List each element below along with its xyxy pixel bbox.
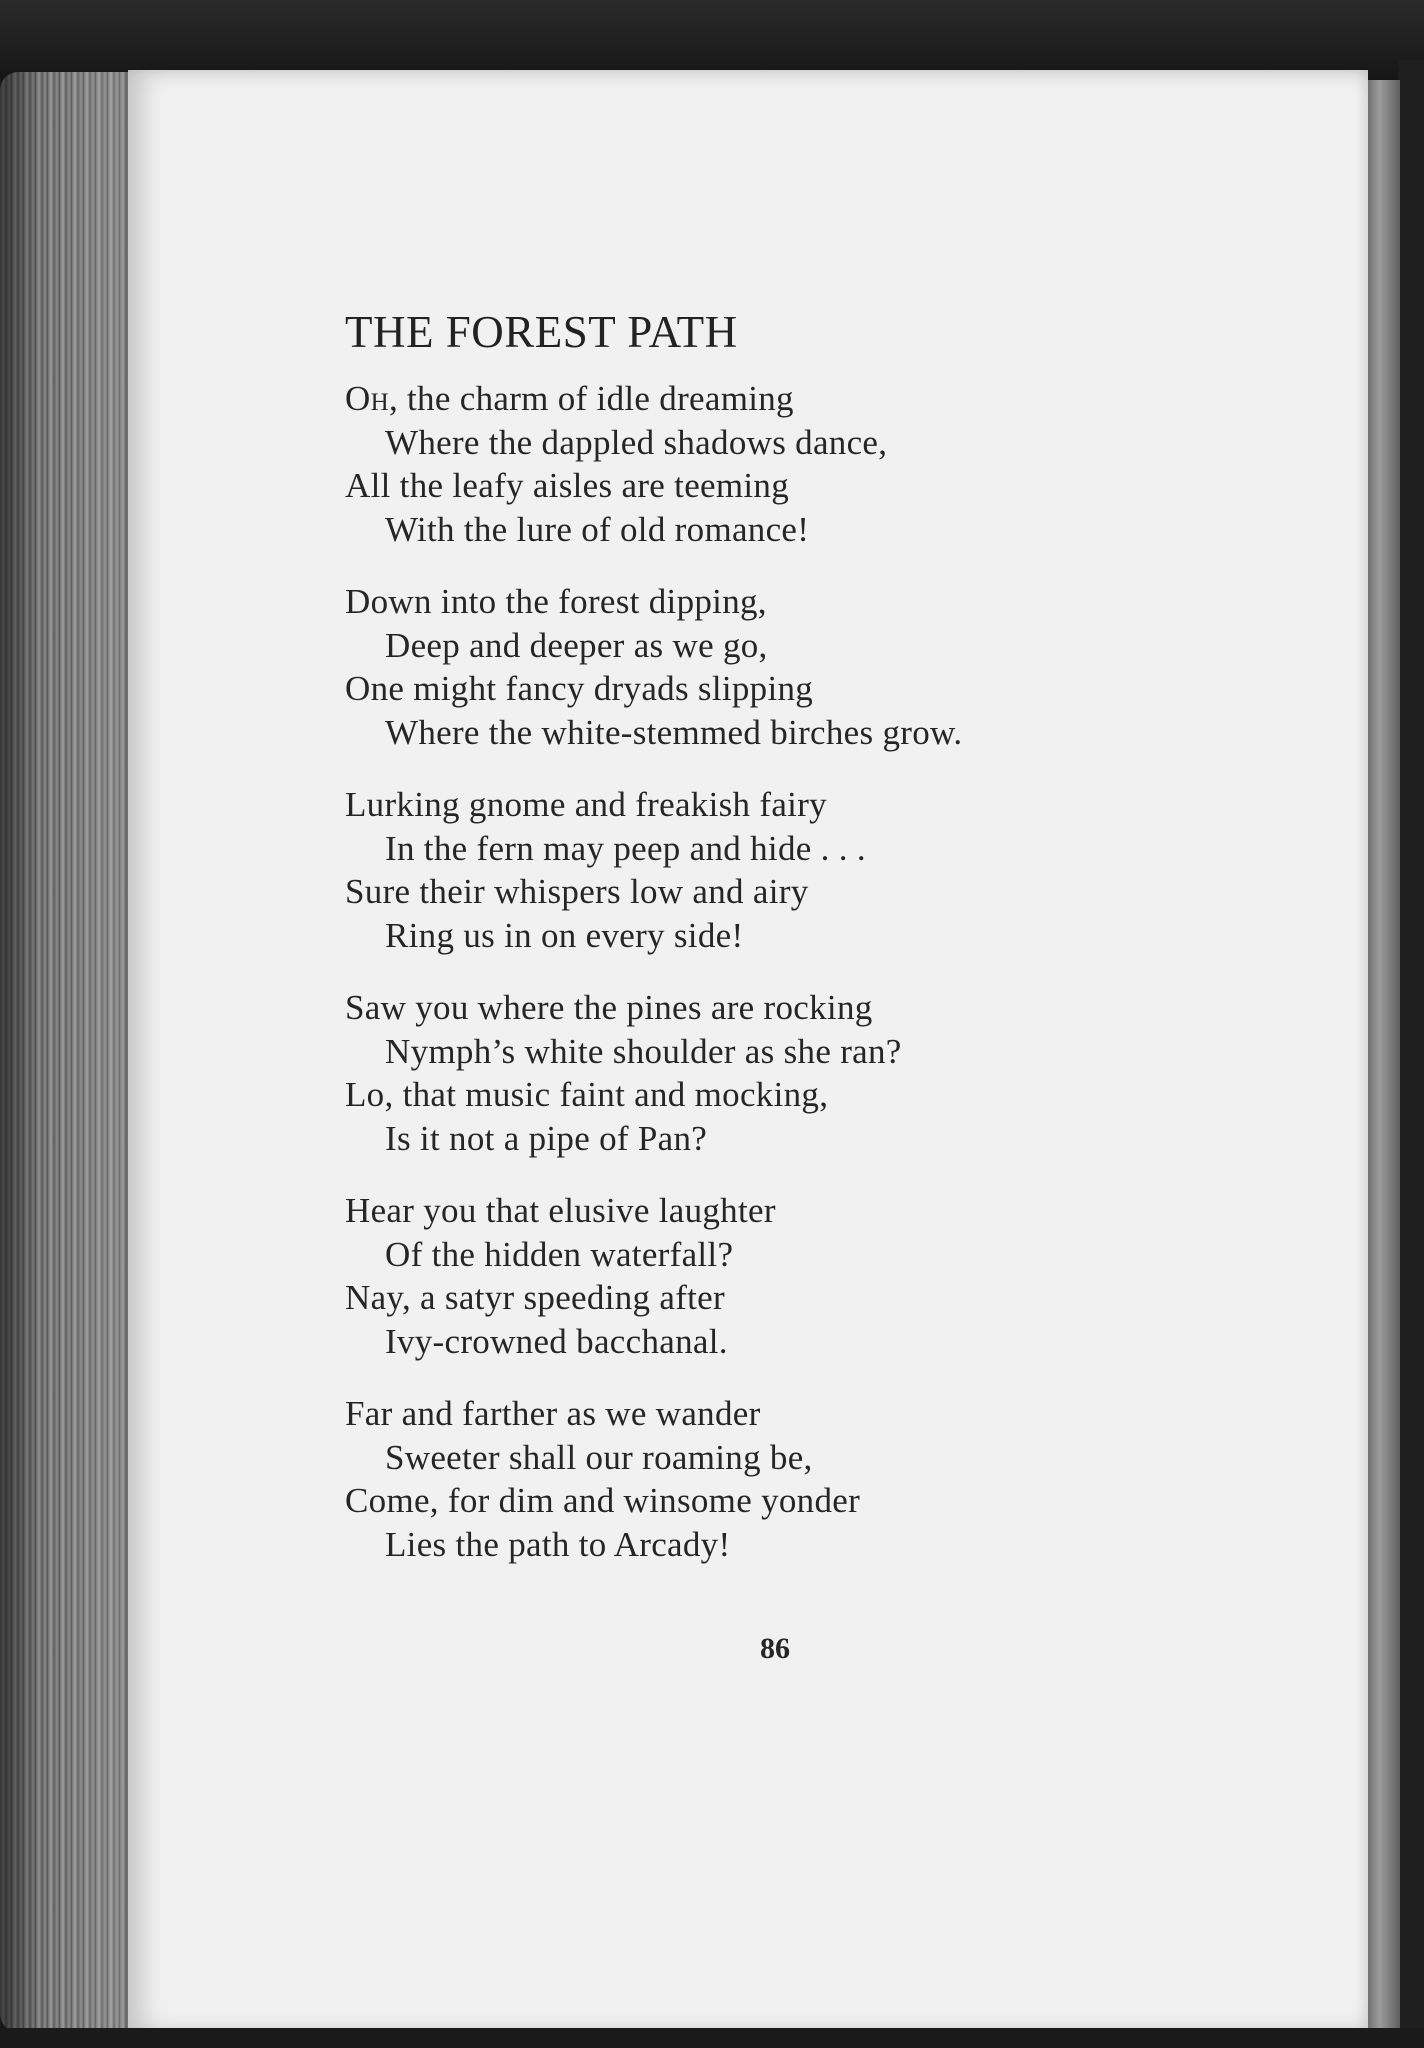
page-number: 86 [760,1632,790,1665]
poem-line-1-2: Where the dappled shadows dance, [385,423,888,462]
poem-line-2-4: Where the white-stemmed birches grow. [385,713,963,752]
poem-line-3-3: Sure their whispers low and airy [345,872,809,911]
poem-line-1-3: All the leafy aisles are teeming [345,466,790,505]
poem-line-4-2: Nymph’s white shoulder as she ran? [385,1032,902,1071]
poem-line-5-3: Nay, a satyr speeding after [345,1278,725,1317]
scan-bottom-border [0,2028,1424,2048]
poem-line-5-4: Ivy-crowned bacchanal. [385,1322,728,1361]
poem-line-6-4: Lies the path to Arcady! [385,1525,731,1564]
poem-line-6-3: Come, for dim and winsome yonder [345,1481,861,1520]
poem-title: THE FOREST PATH [345,307,738,357]
poem-line-3-4: Ring us in on every side! [385,916,744,955]
poem-first-word: Oh [345,379,389,418]
poem-line-4-1: Saw you where the pines are rocking [345,988,873,1027]
scan-top-border [0,0,1424,80]
poem-line-3-2: In the fern may peep and hide . . . [385,829,866,868]
poem-line-4-3: Lo, that music faint and mocking, [345,1075,829,1114]
poem-line-3-1: Lurking gnome and freakish fairy [345,785,827,824]
poem-line-6-2: Sweeter shall our roaming be, [385,1438,813,1477]
poem-line-1-4: With the lure of old romance! [385,510,810,549]
poem-line-5-1: Hear you that elusive laughter [345,1191,776,1230]
book-page-edges-left [0,72,140,2032]
poem-line-5-2: Of the hidden waterfall? [385,1235,734,1274]
poem-line-6-1: Far and farther as we wander [345,1394,761,1433]
poem-line-4-4: Is it not a pipe of Pan? [385,1119,708,1158]
poem-line-1-1: Oh, the charm of idle dreaming [345,379,794,418]
scan-right-border [1398,60,1424,2048]
book-page-edges-right [1366,80,1400,2032]
poem-line-2-3: One might fancy dryads slipping [345,669,814,708]
poem-line-2-1: Down into the forest dipping, [345,582,767,621]
poem-line-2-2: Deep and deeper as we go, [385,626,768,665]
